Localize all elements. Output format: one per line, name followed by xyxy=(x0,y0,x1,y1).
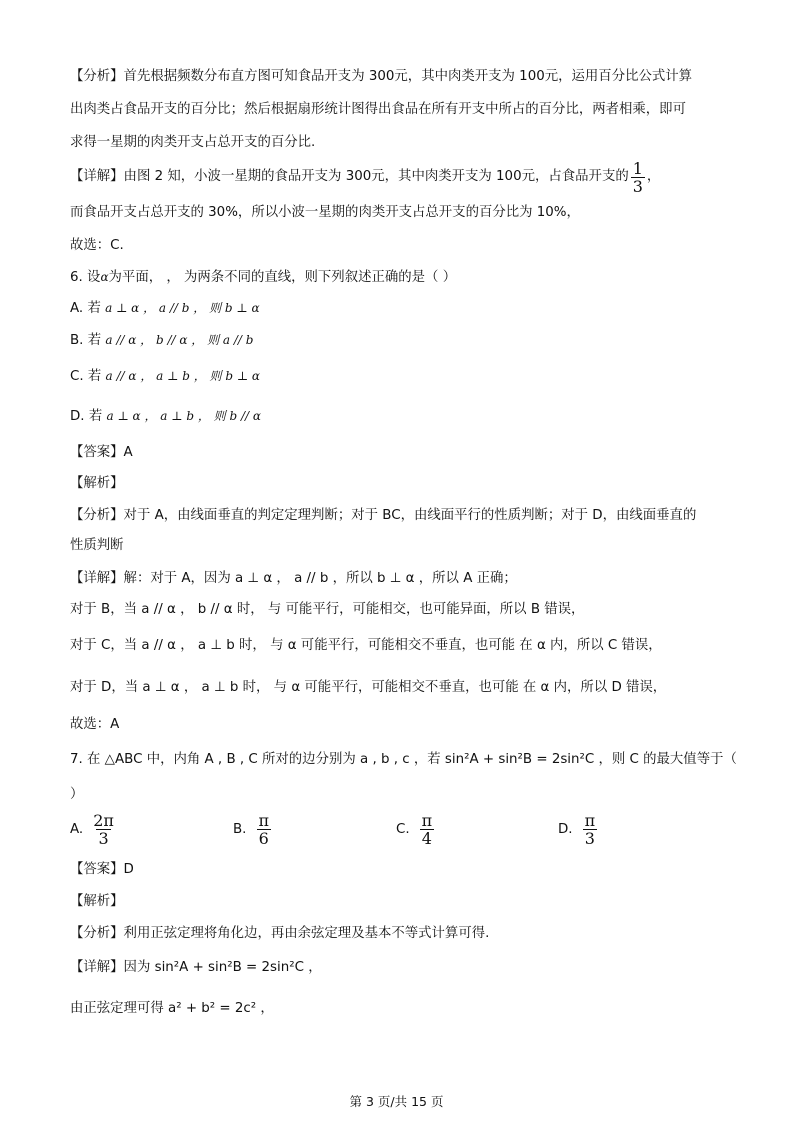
alpha-symbol: α xyxy=(100,270,109,284)
fraction-numerator: 2π xyxy=(93,811,114,830)
q6-option-d xyxy=(70,407,737,426)
fraction-denominator: 6 xyxy=(258,829,269,848)
q5-detail-line-1 xyxy=(70,160,737,194)
q6-analysis-line-2: 性质判断 xyxy=(70,538,124,553)
fraction-numerator: π xyxy=(584,811,596,830)
option-label: B. xyxy=(233,821,247,837)
fraction-numerator: π xyxy=(258,811,269,830)
q7-option-d xyxy=(558,812,599,847)
q5-detail-comma: ， xyxy=(646,169,661,184)
fraction-denominator: 3 xyxy=(584,829,595,848)
q5-analysis-line-1: 【分析】首先根据频数分布直方图可知食品开支为 300元，其中肉类开支为 100元，运用百分比公式计算 xyxy=(70,69,693,84)
q6-option-a xyxy=(70,299,737,318)
q7-detail-line-2: 由正弦定理可得 a² + b² = 2c² ， xyxy=(70,1001,274,1016)
q6-answer: 【答案】A xyxy=(70,445,133,460)
option-label: D. 若 xyxy=(70,409,103,424)
page-footer: 第 3 页/共 15 页 xyxy=(349,1094,444,1109)
q6-option-c xyxy=(70,367,737,386)
option-label: C. 若 xyxy=(70,369,102,384)
q7-answer: 【答案】D xyxy=(70,862,134,877)
q7-detail-line-1: 【详解】因为 sin²A + sin²B = 2sin²C ， xyxy=(70,960,322,975)
q6-detail-line-4: 对于 D，当 a ⊥ α ， a ⊥ b 时， 与 α 可能平行，可能相交不垂直，也可能 在 α 内，所以 D 错误， xyxy=(70,680,667,695)
fraction-denominator: 3 xyxy=(98,829,109,848)
q7-option-a xyxy=(70,812,118,847)
one-third-fraction xyxy=(631,160,645,195)
fraction-numerator: 1 xyxy=(632,158,643,178)
q5-choice: 故选：C. xyxy=(70,238,124,253)
option-fraction xyxy=(256,812,271,847)
q6-detail-line-2: 对于 B，当 a // α ， b // α 时， 与 可能平行，可能相交，也可能异面，所以 B 错误， xyxy=(70,602,585,617)
option-label: A. xyxy=(70,821,84,837)
q7-stem-line-1: 7. 在 △ABC 中，内角 A , B , C 所对的边分别为 a , b , c ，若 sin²A + sin²B = 2sin²C ，则 C 的最大值等于（ xyxy=(70,752,737,767)
option-fraction xyxy=(583,812,598,847)
q6-stem-pre: 6. 设 xyxy=(70,270,101,285)
option-label: A. 若 xyxy=(70,301,101,316)
fraction-denominator: 4 xyxy=(421,829,432,848)
option-label: D. xyxy=(558,821,573,837)
q7-option-b xyxy=(233,812,273,847)
q5-analysis-line-3: 求得一星期的肉类开支占总开支的百分比. xyxy=(70,135,316,150)
q5-analysis-line-2: 出肉类占食品开支的百分比；然后根据扇形统计图得出食品在所有开支中所占的百分比，两者相乘，即可 xyxy=(70,102,686,117)
option-label: B. 若 xyxy=(70,333,102,348)
q7-analysis: 【分析】利用正弦定理将角化边，再由余弦定理及基本不等式计算可得. xyxy=(70,926,490,941)
fraction-denominator: 3 xyxy=(632,176,643,196)
q6-option-b xyxy=(70,331,737,350)
q6-jiexi-heading: 【解析】 xyxy=(70,476,124,491)
q6-stem xyxy=(70,268,737,287)
option-math: a ⊥ α ， a ⊥ b ， 则 b // α xyxy=(106,409,261,423)
fraction-numerator: π xyxy=(421,811,433,830)
q6-stem-post: 为平面， ， 为两条不同的直线，则下列叙述正确的是（ ） xyxy=(108,270,457,285)
option-math: a ⊥ α ， a // b ， 则 b ⊥ α xyxy=(105,301,260,315)
option-fraction xyxy=(91,812,116,847)
q5-detail-line-2: 而食品开支占总开支的 30%，所以小波一星期的肉类开支占总开支的百分比为 10%， xyxy=(70,205,580,220)
q6-detail-line-3: 对于 C，当 a // α ， a ⊥ b 时， 与 α 可能平行，可能相交不垂直，也可能 在 α 内，所以 C 错误， xyxy=(70,638,662,653)
option-fraction xyxy=(420,812,435,847)
q6-choice: 故选：A xyxy=(70,717,120,732)
q7-option-c xyxy=(396,812,436,847)
q6-analysis-line-1: 【分析】对于 A，由线面垂直的判定定理判断；对于 BC，由线面平行的性质判断；对于 D，由线面垂直的 xyxy=(70,508,697,523)
option-label: C. xyxy=(396,821,410,837)
option-math: a // α ， b // α ， 则 a // b xyxy=(105,333,254,347)
q5-detail-text: 【详解】由图 2 知，小波一星期的食品开支为 300元，其中肉类开支为 100元，占食品开支的 xyxy=(70,169,629,184)
q7-stem-line-2: ） xyxy=(70,787,84,802)
option-math: a // α ， a ⊥ b ， 则 b ⊥ α xyxy=(105,369,261,383)
q7-jiexi-heading: 【解析】 xyxy=(70,894,124,909)
q6-detail-line-1: 【详解】解：对于 A，因为 a ⊥ α ， a // b ，所以 b ⊥ α ，所以 A 正确； xyxy=(70,571,517,586)
